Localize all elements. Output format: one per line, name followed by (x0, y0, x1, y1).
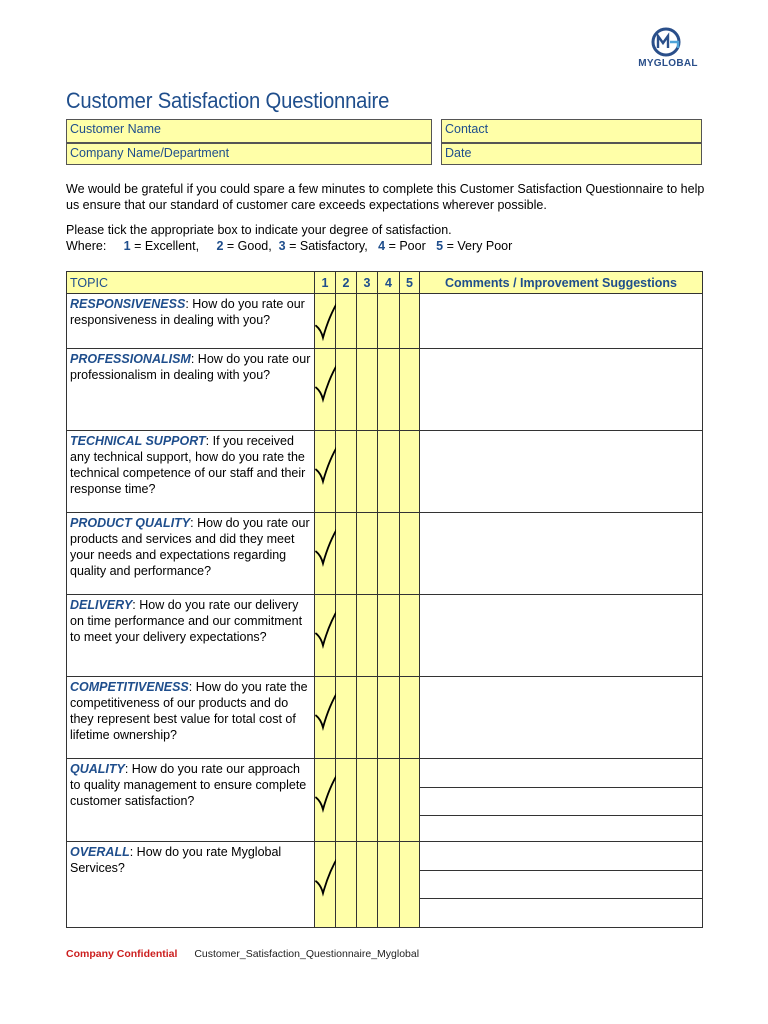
rating-box-4[interactable] (378, 842, 400, 928)
rating-box-4[interactable] (378, 349, 400, 431)
question-text: : How do you rate our professionalism in dealing with you? (70, 352, 311, 382)
questionnaire-table (66, 271, 703, 928)
rating-box-3[interactable] (357, 513, 378, 595)
question-keyword: OVERALL (70, 845, 130, 859)
intro-paragraph: We would be grateful if you could spare a few minutes to complete this Customer Satisfaction Questionnaire to help us ensure that our standard of customer care exceeds expectations wherever possible. (66, 182, 705, 212)
question-text: : How do you rate Myglobal Services? (70, 845, 282, 875)
rating-box-3[interactable] (357, 759, 378, 842)
rating-box-2[interactable] (336, 349, 357, 431)
rating-box-4[interactable] (378, 431, 400, 513)
rating-box-2[interactable] (336, 513, 357, 595)
scale-num: 1 (123, 239, 131, 253)
scale-text: = Satisfactory, (285, 239, 368, 253)
rating-box-5[interactable] (400, 759, 420, 842)
rating-box-4[interactable] (378, 294, 400, 349)
question-keyword: DELIVERY (70, 598, 133, 612)
comments-cell[interactable] (420, 842, 703, 928)
table-header-row (67, 272, 703, 294)
table-row (67, 595, 703, 677)
comment-lines (420, 759, 702, 841)
question-cell (67, 759, 315, 842)
rating-header-5: 5 (400, 272, 420, 294)
question-cell (67, 294, 315, 349)
rating-box-1[interactable] (315, 842, 336, 928)
rating-box-1[interactable] (315, 595, 336, 677)
rating-box-1[interactable] (315, 759, 336, 842)
rating-box-4[interactable] (378, 677, 400, 759)
rating-box-4[interactable] (378, 759, 400, 842)
rating-box-4[interactable] (378, 513, 400, 595)
filename-label: Customer_Satisfaction_Questionnaire_Myglobal (194, 948, 420, 960)
rating-box-3[interactable] (357, 431, 378, 513)
rating-box-5[interactable] (400, 595, 420, 677)
scale-text: = Excellent, (130, 239, 200, 253)
topic-header: TOPIC (67, 272, 315, 294)
question-keyword: COMPETITIVENESS (70, 680, 189, 694)
rating-box-3[interactable] (357, 349, 378, 431)
table-row (67, 759, 703, 842)
rating-box-2[interactable] (336, 842, 357, 928)
myglobal-logo-icon (648, 26, 688, 60)
rating-box-1[interactable] (315, 513, 336, 595)
table-row (67, 431, 703, 513)
question-cell (67, 349, 315, 431)
table-row (67, 349, 703, 431)
rating-header-4: 4 (378, 272, 400, 294)
rating-box-2[interactable] (336, 431, 357, 513)
scale-num: 5 (436, 239, 444, 253)
scale-num: 4 (378, 239, 386, 253)
footer (66, 948, 419, 960)
rating-box-1[interactable] (315, 677, 336, 759)
company-department-field[interactable] (66, 143, 432, 165)
scale-num: 2 (216, 239, 224, 253)
where-label: Where: (66, 239, 107, 253)
table-row (67, 677, 703, 759)
myglobal-logo (636, 26, 700, 74)
table-row (67, 513, 703, 595)
table-row (67, 294, 703, 349)
rating-box-3[interactable] (357, 595, 378, 677)
question-cell (67, 513, 315, 595)
rating-box-5[interactable] (400, 349, 420, 431)
rating-box-3[interactable] (357, 294, 378, 349)
instruction-paragraph: Please tick the appropriate box to indicate your degree of satisfaction. (66, 223, 452, 237)
scale-text: = Poor (385, 239, 426, 253)
rating-box-1[interactable] (315, 349, 336, 431)
comments-cell[interactable] (420, 759, 703, 842)
logo-text: MYGLOBAL (638, 58, 698, 69)
scale-text: = Very Poor (443, 239, 513, 253)
question-keyword: PROFESSIONALISM (70, 352, 191, 366)
comments-cell[interactable] (420, 294, 703, 349)
rating-box-5[interactable] (400, 294, 420, 349)
question-cell (67, 842, 315, 928)
customer-name-field[interactable] (66, 119, 432, 143)
contact-label: Contact (445, 122, 489, 136)
comments-cell[interactable] (420, 513, 703, 595)
question-text: : How do you rate our approach to quality management to ensure complete customer satisfaction? (70, 762, 307, 808)
comments-header: Comments / Improvement Suggestions (420, 272, 703, 294)
confidential-label: Company Confidential (66, 948, 178, 960)
question-text: : If you received any technical support, how do you rate the technical competence of our staff and their response time? (70, 434, 306, 496)
question-keyword: QUALITY (70, 762, 125, 776)
rating-box-4[interactable] (378, 595, 400, 677)
rating-box-2[interactable] (336, 294, 357, 349)
question-keyword: TECHNICAL SUPPORT (70, 434, 206, 448)
date-label: Date (445, 146, 472, 160)
rating-box-2[interactable] (336, 677, 357, 759)
contact-field[interactable] (441, 119, 702, 143)
rating-header-2: 2 (336, 272, 357, 294)
customer-name-label: Customer Name (70, 122, 161, 136)
scale-num: 3 (278, 239, 286, 253)
question-text: : How do you rate our products and services and did they meet your needs and expectations regarding quality and performance? (70, 516, 310, 578)
rating-header-1: 1 (315, 272, 336, 294)
rating-box-5[interactable] (400, 513, 420, 595)
rating-box-3[interactable] (357, 677, 378, 759)
comments-cell[interactable] (420, 677, 703, 759)
question-cell (67, 677, 315, 759)
comments-cell[interactable] (420, 431, 703, 513)
rating-box-2[interactable] (336, 759, 357, 842)
table-row (67, 842, 703, 928)
rating-box-1[interactable] (315, 431, 336, 513)
rating-box-3[interactable] (357, 842, 378, 928)
rating-box-1[interactable] (315, 294, 336, 349)
rating-box-5[interactable] (400, 842, 420, 928)
comments-cell[interactable] (420, 349, 703, 431)
question-text: : How do you rate our delivery on time performance and our commitment to meet your delivery expectations? (70, 598, 303, 644)
question-cell (67, 595, 315, 677)
rating-box-5[interactable] (400, 677, 420, 759)
rating-box-2[interactable] (336, 595, 357, 677)
comments-cell[interactable] (420, 595, 703, 677)
question-text: : How do you rate the competitiveness of our products and do they represent best value for total cost of lifetime ownership? (70, 680, 308, 742)
question-keyword: RESPONSIVENESS (70, 297, 186, 311)
date-field[interactable] (441, 143, 702, 165)
rating-header-3: 3 (357, 272, 378, 294)
rating-scale-legend (66, 238, 706, 254)
comment-lines (420, 842, 702, 927)
page-title: Customer Satisfaction Questionnaire (66, 88, 390, 113)
rating-box-5[interactable] (400, 431, 420, 513)
scale-text: = Good, (223, 239, 272, 253)
question-text: : How do you rate our responsiveness in dealing with you? (70, 297, 305, 327)
question-cell (67, 431, 315, 513)
question-keyword: PRODUCT QUALITY (70, 516, 191, 530)
company-department-label: Company Name/Department (70, 146, 230, 160)
